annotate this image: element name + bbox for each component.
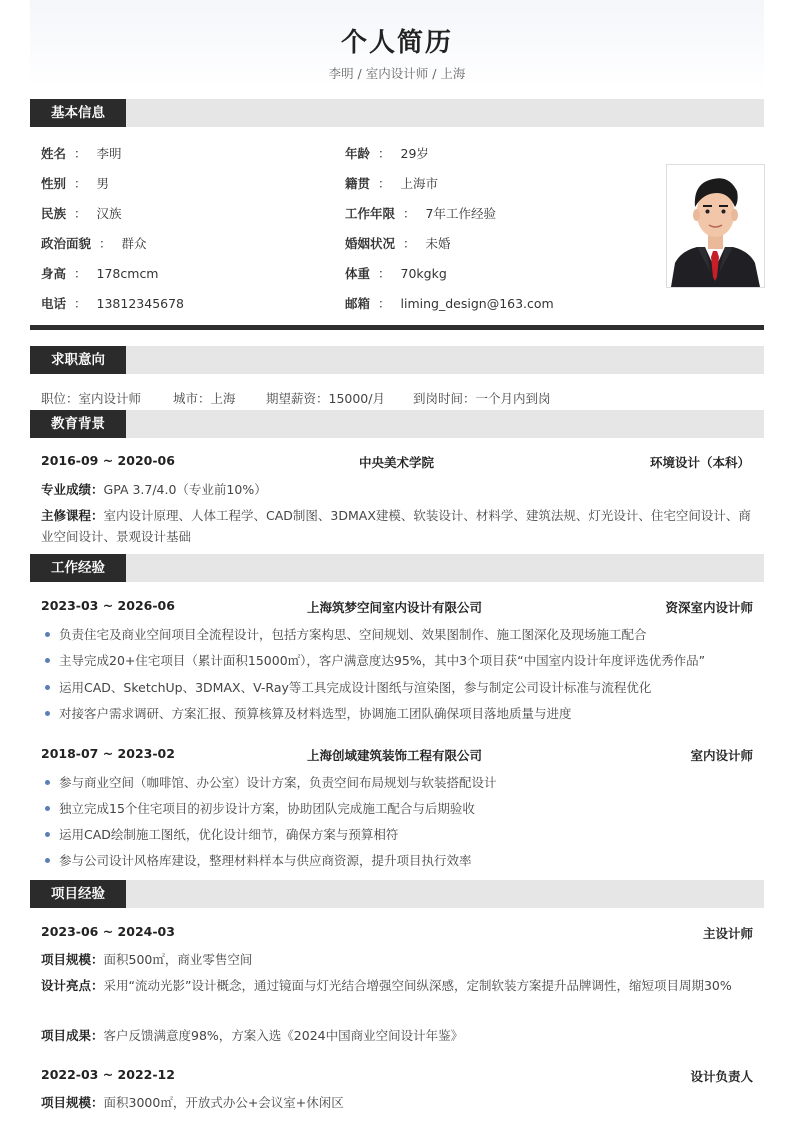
info-origin: 籍贯 ： 上海市 <box>345 176 439 191</box>
bullet-dot-icon <box>45 685 50 690</box>
work-2-item-2: 独立完成15个住宅项目的初步设计方案，协助团队完成施工配合与后期验收 <box>41 799 475 817</box>
section-intent-bar <box>30 346 764 374</box>
bullet-dot-icon <box>45 632 50 637</box>
project-2-period: 2022-03 ~ 2022-12 <box>41 1067 175 1082</box>
project-1-role: 主设计师 <box>702 926 753 941</box>
work-1-item-4: 对接客户需求调研、方案汇报、预算核算及材料选型，协调施工团队确保项目落地质量与进度 <box>41 704 572 722</box>
project-1-period: 2023-06 ~ 2024-03 <box>41 924 175 939</box>
work-1-company: 上海筑梦空间室内设计有限公司 <box>307 600 483 615</box>
person-photo-icon <box>666 164 765 288</box>
intent-salary: 期望薪资：15000/月 <box>266 391 385 406</box>
bullet-dot-icon <box>45 858 50 863</box>
info-height: 身高 ： 178cmcm <box>41 266 159 281</box>
info-name: 姓名 ： 李明 <box>41 146 122 161</box>
section-work-bar <box>30 554 764 582</box>
section-project-title: 项目经验 <box>30 880 126 908</box>
project-1-scale: 项目规模：面积500㎡，商业零售空间 <box>41 952 253 967</box>
info-marital: 婚姻状况 ： 未婚 <box>345 236 451 251</box>
work-2-company: 上海创域建筑装饰工程有限公司 <box>307 748 483 763</box>
section-education-title: 教育背景 <box>30 410 126 438</box>
bullet-dot-icon <box>45 832 50 837</box>
bullet-dot-icon <box>45 806 50 811</box>
work-1-item-3: 运用CAD、SketchUp、3DMAX、V-Ray等工具完成设计图纸与渲染图，参与制定公司设计标准与流程优化 <box>41 678 651 696</box>
resume-header <box>30 0 764 88</box>
info-years: 工作年限 ： 7年工作经验 <box>345 206 496 221</box>
info-political: 政治面貌 ： 群众 <box>41 236 147 251</box>
section-divider <box>30 325 764 330</box>
project-1-highlight: 设计亮点：采用“流动光影”设计概念，通过镜面与灯光结合增强空间纵深感，定制软装方案提升品牌调性，缩短项目周期30% <box>41 978 732 993</box>
project-1-result: 项目成果：客户反馈满意度98%，方案入选《2024中国商业空间设计年鉴》 <box>41 1028 464 1043</box>
bullet-dot-icon <box>45 780 50 785</box>
section-education-bar <box>30 410 764 438</box>
work-1-period: 2023-03 ~ 2026-06 <box>41 598 175 613</box>
intent-position: 职位：室内设计师 <box>41 391 142 406</box>
page-title: 个人简历 <box>340 28 453 58</box>
info-phone: 电话 ： 13812345678 <box>41 296 185 311</box>
work-1-item-1: 负责住宅及商业空间项目全流程设计，包括方案构思、空间规划、效果图制作、施工图深化及现场施工配合 <box>41 625 647 643</box>
info-email: 邮箱 ： liming_design@163.com <box>345 296 554 311</box>
info-age: 年龄 ： 29岁 <box>345 146 429 161</box>
bullet-dot-icon <box>45 711 50 716</box>
page-subtitle: 李明 / 室内设计师 / 上海 <box>328 66 466 81</box>
work-2-item-1: 参与商业空间（咖啡馆、办公室）设计方案，负责空间布局规划与软装搭配设计 <box>41 773 497 791</box>
intent-arrival: 到岗时间：一个月内到岗 <box>413 391 551 406</box>
education-major: 环境设计（本科） <box>649 455 750 470</box>
education-grade: 专业成绩：GPA 3.7/4.0（专业前10%） <box>41 482 267 497</box>
section-project-bar <box>30 880 764 908</box>
work-2-role: 室内设计师 <box>690 748 753 763</box>
project-2-scale: 项目规模：面积3000㎡，开放式办公+会议室+休闲区 <box>41 1095 344 1110</box>
info-weight: 体重 ： 70kgkg <box>345 266 447 281</box>
section-basic-title: 基本信息 <box>30 99 126 127</box>
education-period: 2016-09 ~ 2020-06 <box>41 453 175 468</box>
education-school: 中央美术学院 <box>359 455 435 470</box>
info-ethnicity: 民族 ： 汉族 <box>41 206 122 221</box>
education-courses: 主修课程：室内设计原理、人体工程学、CAD制图、3DMAX建模、软装设计、材料学、建筑法规、灯光设计、住宅空间设计、商业空间设计、景观设计基础 <box>41 508 751 544</box>
section-work-title: 工作经验 <box>30 554 126 582</box>
section-intent-title: 求职意向 <box>30 346 126 374</box>
work-2-period: 2018-07 ~ 2023-02 <box>41 746 175 761</box>
work-2-item-3: 运用CAD绘制施工图纸，优化设计细节，确保方案与预算相符 <box>41 825 398 843</box>
work-2-item-4: 参与公司设计风格库建设，整理材料样本与供应商资源，提升项目执行效率 <box>41 851 472 869</box>
bullet-dot-icon <box>45 658 50 663</box>
work-1-item-2: 主导完成20+住宅项目（累计面积15000㎡），客户满意度达95%，其中3个项目获“中国室内设计年度评选优秀作品” <box>41 651 705 669</box>
intent-city: 城市：上海 <box>173 391 236 406</box>
work-1-role: 资深室内设计师 <box>665 600 753 615</box>
project-2-role: 设计负责人 <box>690 1069 753 1084</box>
section-basic-bar <box>30 99 764 127</box>
info-gender: 性别 ： 男 <box>41 176 110 191</box>
